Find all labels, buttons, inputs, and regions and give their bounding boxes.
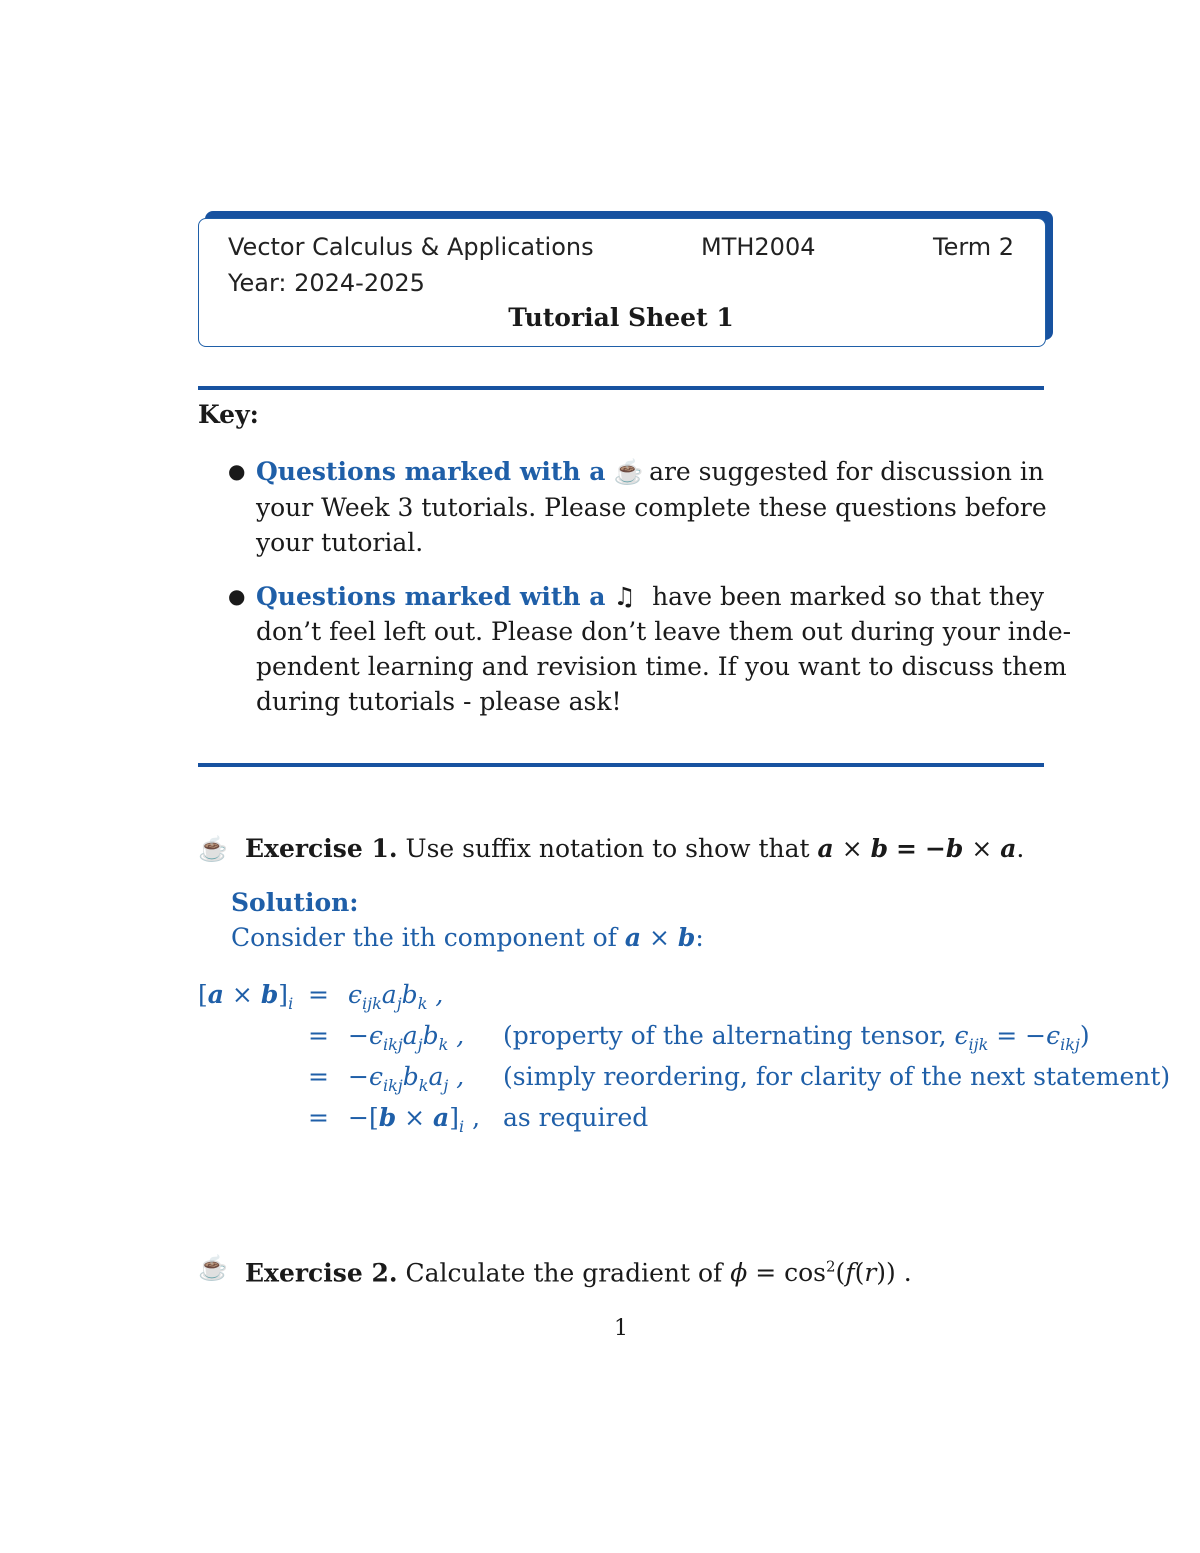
derivation-note-2-math: $\epsilon_{ijk} = -\epsilon_{ikj}$) [954,1021,1090,1054]
derivation-note-3: (simply reordering, for clarity of the next statement) [503,1062,1171,1091]
derivation-note-2 [503,1021,1090,1054]
key-item-music-text-d: during tutorials - please ask! [256,687,622,716]
course-term: Term 2 [933,233,1015,261]
derivation-lhs: $[a \times b]_i$ [198,980,294,1013]
derivation-equals: = [308,1062,329,1091]
course-title: Vector Calculus & Applications [228,233,594,261]
coffee-icon: ☕ [198,835,228,863]
coffee-icon: ☕ [198,1254,228,1282]
exercise-2-text: Calculate the gradient of [405,1258,723,1288]
solution-intro [231,920,704,955]
derivation-step-3: $-\epsilon_{ikj}b_ka_j$ , [348,1062,465,1095]
key-item-music-text-c: pendent learning and revision time. If you want to discuss them [256,652,1067,681]
bullet-dot: ● [228,584,246,608]
derivation-note-4: as required [503,1103,649,1132]
key-bottom-rule [198,763,1044,767]
solution-heading: Solution: [231,888,359,917]
derivation-equals: = [308,1103,329,1132]
key-item-music-text-a: have been marked so that they [652,582,1044,611]
bullet-dot: ● [228,459,246,483]
exercise-1-text: Use suffix notation to show that [405,834,810,863]
course-code: MTH2004 [701,233,816,261]
page-number: 1 [614,1316,628,1341]
key-item-music-lead: Questions marked with a [256,582,606,611]
derivation-step-1: $\epsilon_{ijk}a_jb_k$ , [348,980,444,1013]
key-top-rule [198,386,1044,390]
exercise-1-label: Exercise 1. [245,834,398,863]
key-item-coffee-text-a: are suggested for discussion in [649,457,1044,486]
academic-year: Year: 2024-2025 [228,269,425,297]
solution-intro-math: a × b: [624,923,704,952]
key-item-coffee-text-c: your tutorial. [256,528,424,557]
exercise-2-label: Exercise 2. [245,1258,398,1288]
derivation-step-2: $-\epsilon_{ikj}a_jb_k$ , [348,1021,465,1054]
key-item-music [256,579,1072,719]
derivation-note-2-text: (property of the alternating tensor, [503,1021,947,1050]
exercise-2-statement [245,1250,912,1290]
key-item-coffee-lead: Questions marked with a [256,457,606,486]
key-item-music-text-b: don’t feel left out. Please don’t leave them out during your inde- [256,617,1072,646]
exercise-2-equation: $\phi = \cos^2(f(r))$ . [730,1258,912,1288]
exercise-1-equation: a × b = −b × a. [817,834,1025,863]
coffee-icon: ☕ [613,458,644,486]
solution-intro-text: Consider the ith component of [231,923,617,952]
sheet-title: Tutorial Sheet 1 [508,303,734,332]
key-item-coffee-text-b: your Week 3 tutorials. Please complete these questions before [256,493,1047,522]
key-heading: Key: [198,400,259,429]
music-note-icon: ♫ [613,582,636,611]
derivation-equals: = [308,980,329,1009]
key-item-coffee [256,454,1047,560]
derivation-step-4: $-[b \times a]_i$ , [348,1103,481,1136]
derivation-equals: = [308,1021,329,1050]
exercise-1-statement [245,831,1024,866]
